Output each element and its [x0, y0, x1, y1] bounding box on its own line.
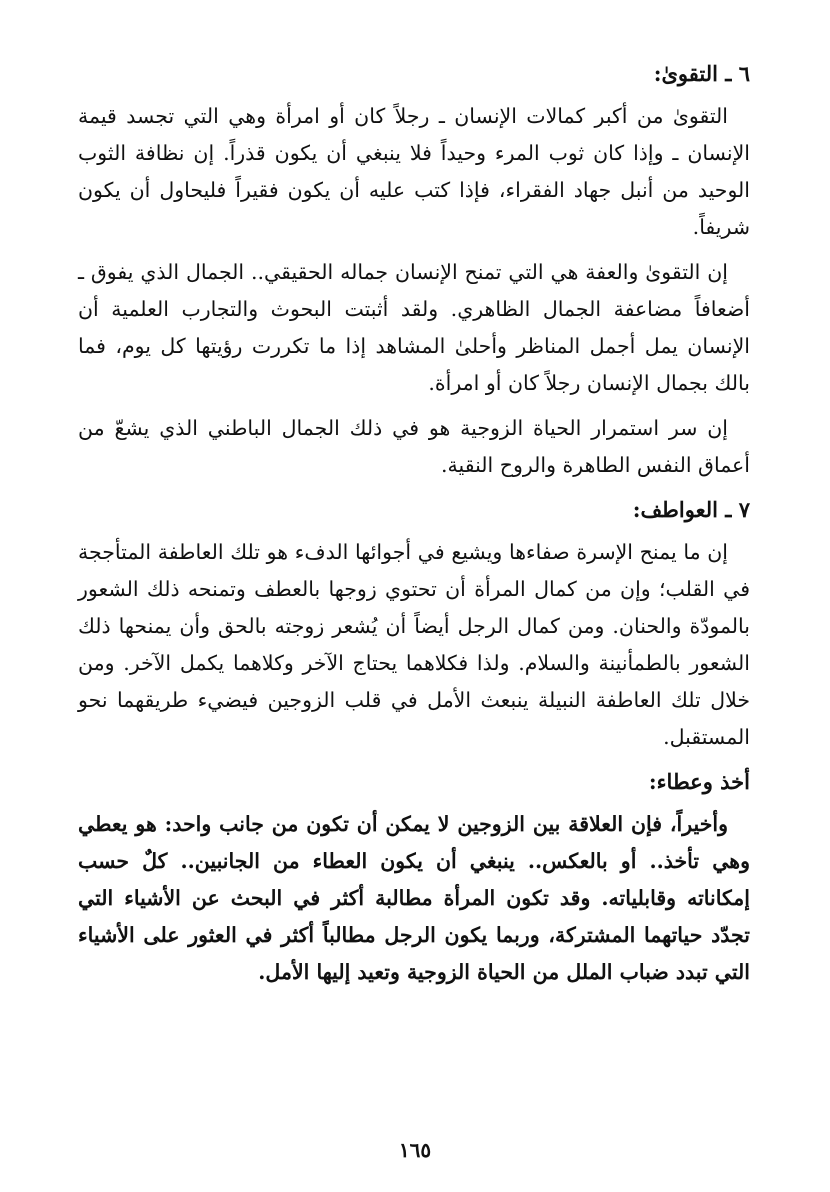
paragraph: التقوىٰ من أكبر كمالات الإنسان ـ رجلاً كان أو امرأة وهي التي تجسد قيمة الإنسان ـ وإذا كان ثوب المرء وحيداً فلا ينبغي أن يكون قذراً. إن نظافة الثوب الوحيد من أنبل جهاد الفقراء، فإذا كتب عليه أن يكون فقيراً فليحاول أن يكون شريفاً.	[78, 104, 750, 239]
section-heading: ٧ ـ العواطف:	[632, 497, 750, 522]
section-taqwa	[78, 56, 750, 484]
section-emotions	[78, 492, 750, 756]
paragraph: إن ما يمنح الإسرة صفاءها ويشيع في أجوائها الدفء هو تلك العاطفة المتأججة في القلب؛ وإن من كمال المرأة أن تحتوي زوجها بالعطف وتمنحه ذلك الشعور بالمودّة والحنان. ومن كمال الرجل أيضاً أن يُشعر زوجته بالحق وأن يمنحها ذلك الشعور بالطمأنينة والسلام. ولذا فكلاهما يحتاج الآخر وكلاهما يكمل الآخر. ومن خلال تلك العاطفة النبيلة ينبعث الأمل في قلب الزوجين فيضيء طريقهما نحو المستقبل.	[78, 540, 750, 749]
paragraph: إن التقوىٰ والعفة هي التي تمنح الإنسان جماله الحقيقي.. الجمال الذي يفوق ـ أضعافاً مضاعفة الجمال الظاهري. ولقد أثبتت البحوث والتجارب العلمية أن الإنسان يمل أجمل المناظر وأحلىٰ المشاهد إذا ما تكررت رؤيتها كل يوم، فما بالك بجمال الإنسان رجلاً كان أو امرأة.	[78, 260, 750, 395]
section-give-and-take	[78, 764, 750, 991]
page-body	[78, 56, 750, 999]
page-number: ١٦٥	[398, 1138, 432, 1162]
paragraph: إن سر استمرار الحياة الزوجية هو في ذلك الجمال الباطني الذي يشعّ من أعماق النفس الطاهرة والروح النقية.	[78, 416, 750, 477]
section-heading: أخذ وعطاء:	[648, 769, 750, 794]
paragraph: وأخيراً، فإن العلاقة بين الزوجين لا يمكن أن تكون من جانب واحد: هو يعطي وهي تأخذ.. أو بالعكس.. ينبغي أن يكون العطاء من الجانبين.. كلٌ حسب إمكاناته وقابلياته. وقد تكون المرأة مطالبة أكثر في البحث عن الأشياء التي تجدّد حياتهما المشتركة، وربما يكون الرجل مطالباً أكثر في العثور على الأشياء التي تبدد ضباب الملل من الحياة الزوجية وتعيد إليها الأمل.	[78, 812, 750, 984]
section-heading: ٦ ـ التقوىٰ:	[653, 61, 750, 86]
